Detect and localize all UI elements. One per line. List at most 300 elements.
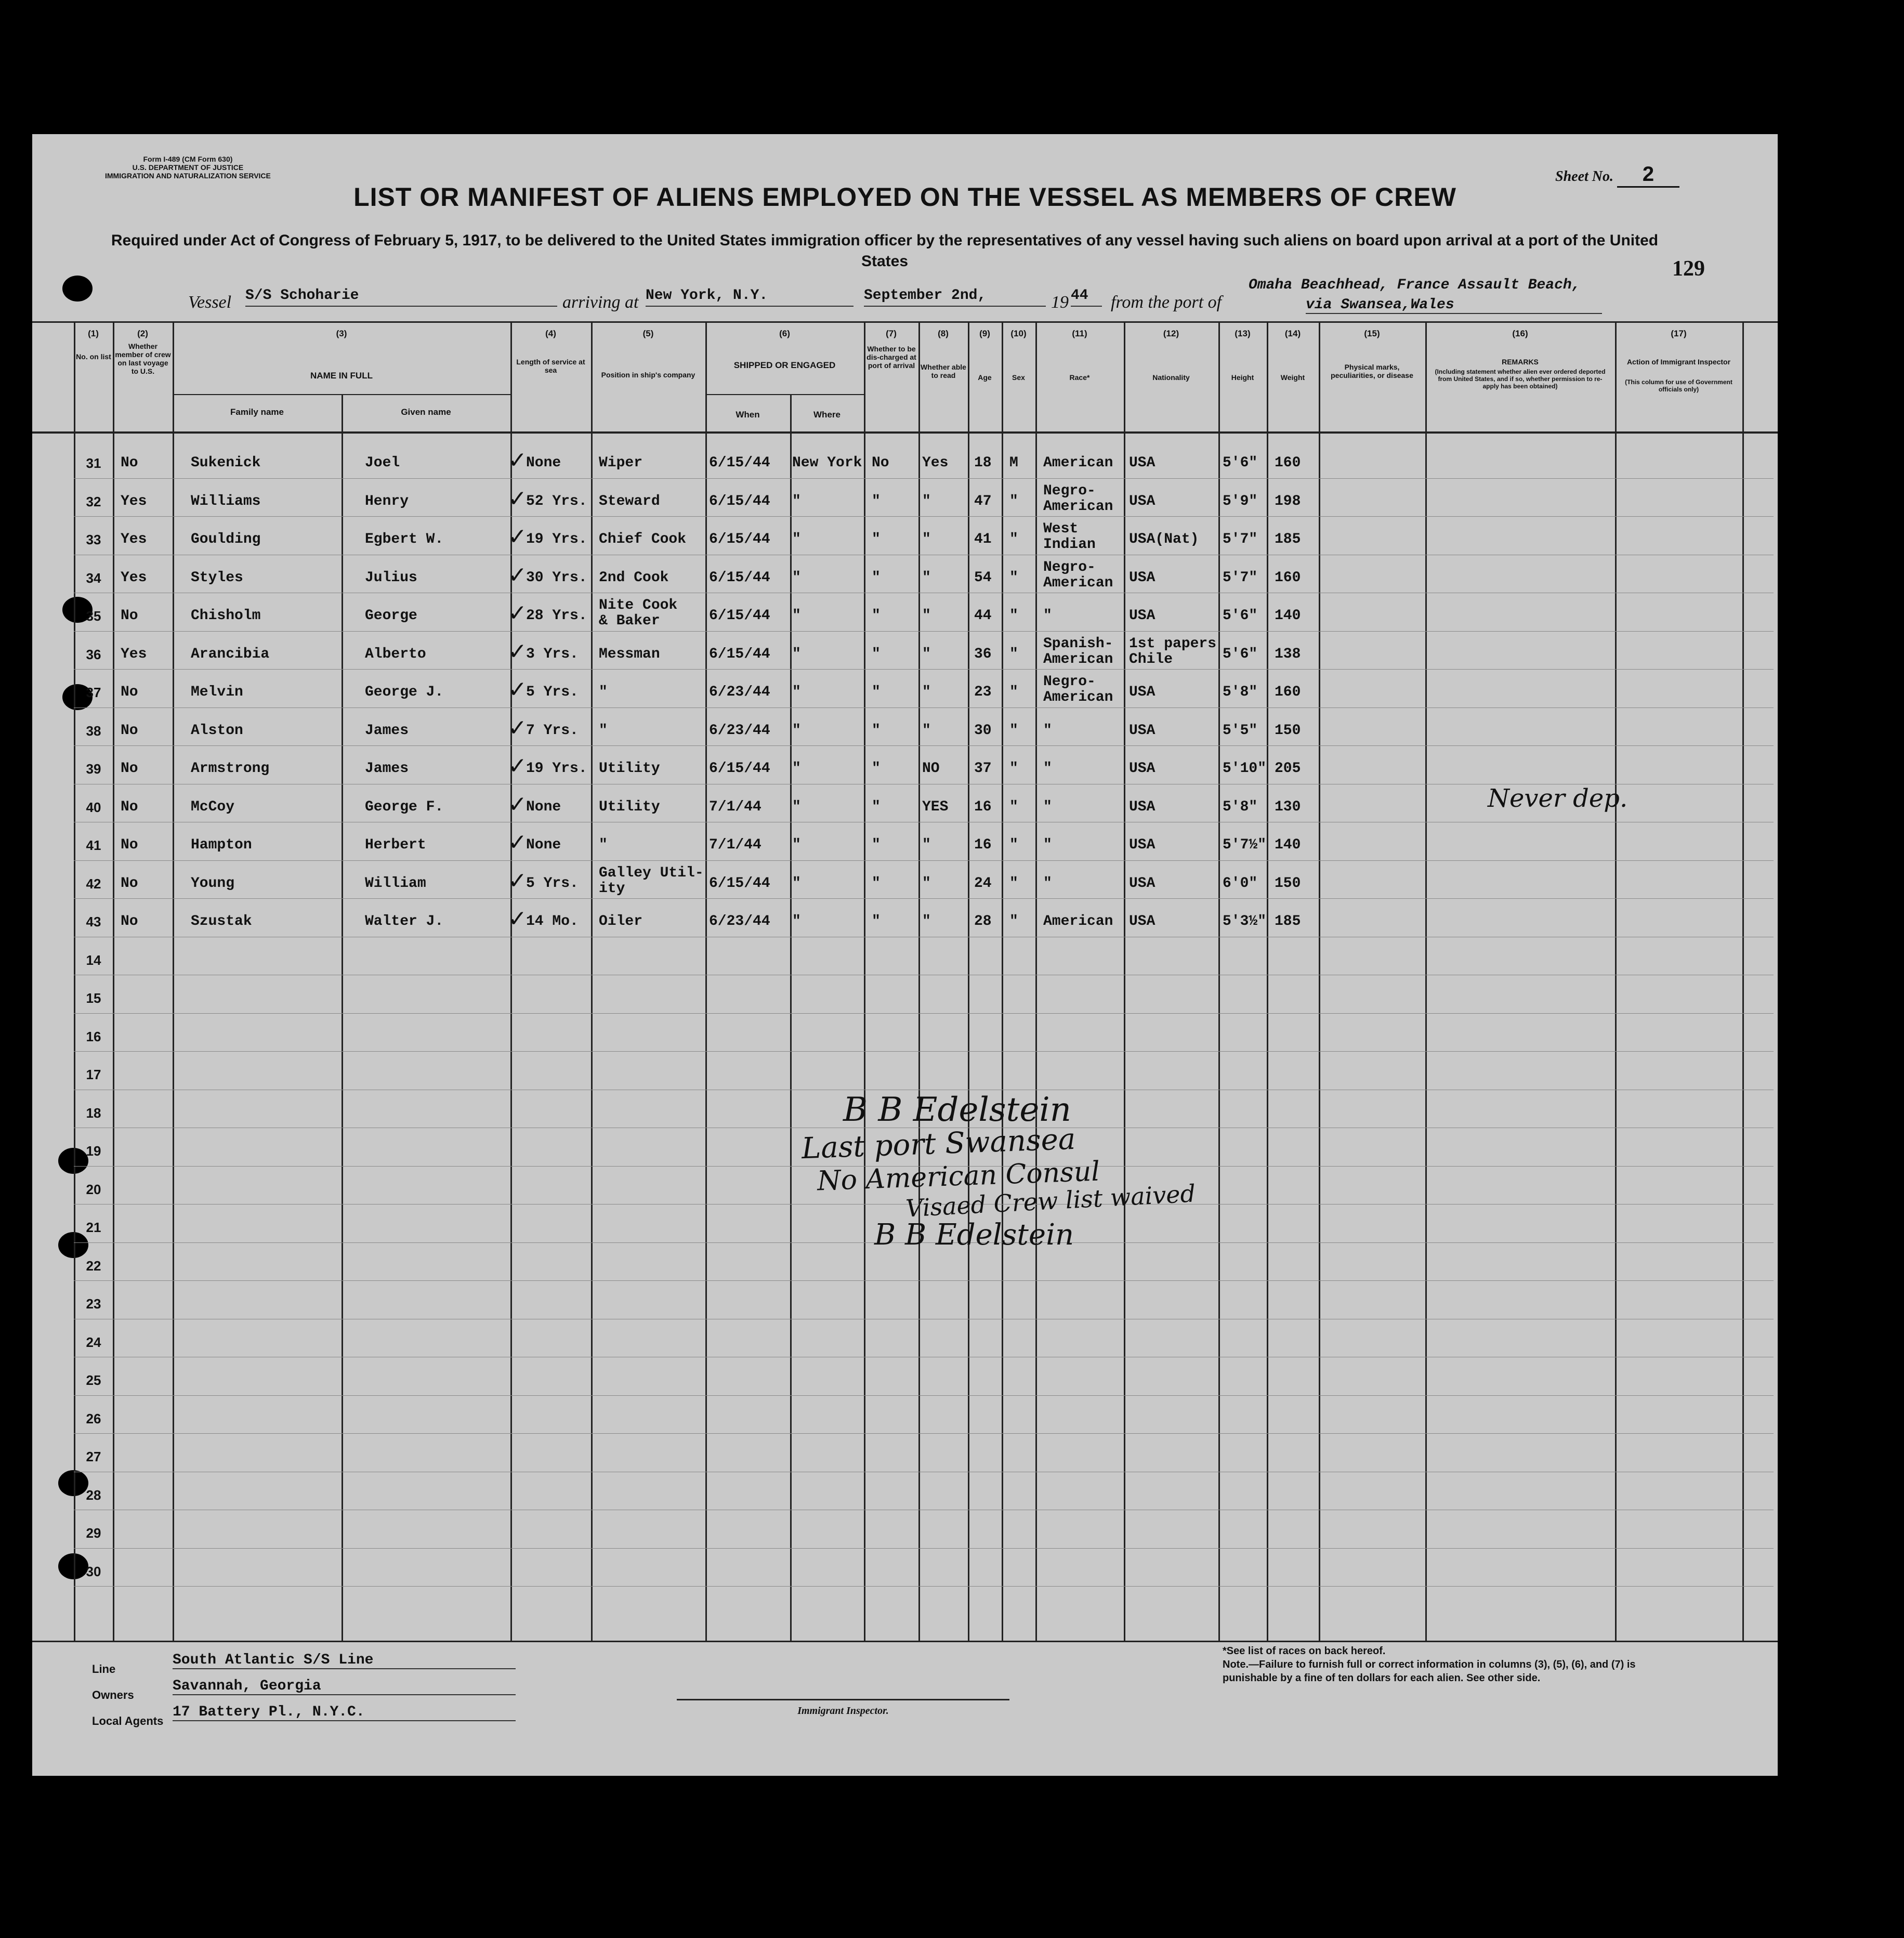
- handwritten-signature: B B Edelstein: [843, 1091, 1071, 1129]
- note-penalty: Note.—Failure to furnish full or correct information in columns (3), (5), (6), and (7) is punishable by a fine of ten dollars for each alien. See other side.: [1223, 1659, 1636, 1684]
- column-number: (4): [545, 329, 556, 338]
- cell-prev: No: [121, 684, 138, 700]
- header-position: Position in ship's company: [601, 371, 695, 379]
- row-number: 41: [86, 837, 101, 853]
- cell-sex: ": [1009, 646, 1018, 662]
- handwritten-signature-2: B B Edelstein: [874, 1218, 1074, 1252]
- cell-weight: 160: [1275, 569, 1301, 586]
- cell-when: 6/23/44: [709, 684, 770, 700]
- footer-line-label: Line: [92, 1662, 116, 1675]
- cell-when: 6/15/44: [709, 531, 770, 547]
- checkmark-icon: ✓: [508, 600, 527, 626]
- cell-where: ": [792, 722, 801, 739]
- header-physical-marks: Physical marks, peculiarities, or disease: [1331, 363, 1413, 379]
- footer-note: [1223, 1644, 1690, 1685]
- vessel-label: Vessel: [188, 293, 232, 312]
- row-number: 25: [86, 1372, 101, 1388]
- cell-age: 16: [974, 798, 992, 815]
- col-divider: [591, 321, 593, 1642]
- row-number: 32: [86, 493, 101, 509]
- manifest-sheet: [32, 134, 1778, 1776]
- cell-given-name: George: [365, 608, 417, 624]
- cell-able-read: ": [922, 493, 931, 509]
- form-identifier: Form I-489 (CM Form 630) U.S. DEPARTMENT OF JUSTICE IMMIGRATION AND NATURALIZATION SERVICE: [105, 155, 271, 180]
- cell-when: 6/15/44: [709, 493, 770, 509]
- cell-able-read: ": [922, 913, 931, 929]
- cell-discharged: ": [872, 646, 881, 662]
- checkmark-icon: ✓: [508, 829, 527, 856]
- cell-weight: 198: [1275, 493, 1301, 509]
- cell-nationality: USA(Nat): [1129, 531, 1199, 547]
- from-label: from the port of: [1111, 293, 1222, 312]
- header-action-note: (This column for use of Government officials only): [1625, 378, 1732, 393]
- cell-where: ": [792, 798, 801, 815]
- cell-age: 18: [974, 455, 992, 471]
- cell-height: 5'6": [1223, 646, 1258, 662]
- cell-age: 54: [974, 569, 992, 586]
- header-discharged: Whether to be dis-charged at port of arrival: [866, 345, 916, 370]
- col-divider: [1319, 321, 1320, 1642]
- cell-family-name: Hampton: [191, 837, 252, 853]
- row-guide-line: [74, 1586, 1774, 1587]
- cell-where: ": [792, 646, 801, 662]
- cell-when: 6/23/44: [709, 722, 770, 739]
- col-divider: [1002, 321, 1003, 1642]
- handwritten-note-consul: No American Consul: [817, 1156, 1100, 1197]
- header-remarks: REMARKS: [1502, 358, 1539, 366]
- row-number: 14: [86, 952, 101, 968]
- cell-family-name: Williams: [191, 493, 261, 509]
- cell-length-service: 3 Yrs.: [526, 646, 579, 662]
- column-number: (1): [88, 329, 99, 338]
- cell-prev: No: [121, 455, 138, 471]
- cell-prev: No: [121, 722, 138, 739]
- row-number: 28: [86, 1487, 101, 1503]
- cell-able-read: ": [922, 684, 931, 700]
- cell-where: ": [792, 837, 801, 853]
- header-age: Age: [978, 373, 992, 382]
- cell-race: West Indian: [1043, 521, 1096, 553]
- column-number: (13): [1235, 329, 1251, 338]
- checkmark-icon: ✓: [508, 906, 527, 932]
- cell-where: ": [792, 913, 801, 929]
- column-number: (2): [137, 329, 148, 338]
- cell-weight: 185: [1275, 531, 1301, 547]
- header-action-inspector: Action of Immigrant Inspector: [1626, 358, 1731, 366]
- row-number: 22: [86, 1258, 101, 1274]
- cell-able-read: NO: [922, 761, 940, 777]
- cell-sex: ": [1009, 913, 1018, 929]
- cell-able-read: ": [922, 875, 931, 892]
- cell-weight: 160: [1275, 684, 1301, 700]
- header-given-name: Given name: [401, 407, 451, 417]
- cell-nationality: USA: [1129, 761, 1155, 777]
- cell-position: Steward: [599, 493, 660, 509]
- col-divider: [173, 321, 174, 1642]
- cell-height: 5'8": [1223, 798, 1258, 815]
- cell-family-name: Styles: [191, 569, 243, 586]
- footer-agents-value: 17 Battery Pl., N.Y.C.: [173, 1704, 516, 1721]
- cell-weight: 130: [1275, 798, 1301, 815]
- col-divider: [1267, 321, 1268, 1642]
- cell-discharged: ": [872, 913, 881, 929]
- cell-height: 5'6": [1223, 608, 1258, 624]
- cell-where: ": [792, 531, 801, 547]
- cell-able-read: YES: [922, 798, 949, 815]
- cell-given-name: George F.: [365, 798, 444, 815]
- row-number: 17: [86, 1067, 101, 1082]
- cell-family-name: Arancibia: [191, 646, 270, 662]
- row-guide-line: [74, 898, 1774, 899]
- crew-table: [32, 321, 1778, 1642]
- cell-length-service: 28 Yrs.: [526, 608, 587, 624]
- cell-sex: ": [1009, 837, 1018, 853]
- cell-height: 5'6": [1223, 455, 1258, 471]
- cell-prev: No: [121, 798, 138, 815]
- cell-race: ": [1043, 798, 1052, 815]
- cell-length-service: 5 Yrs.: [526, 875, 579, 892]
- checkmark-icon: ✓: [508, 676, 527, 703]
- col-divider: [968, 321, 969, 1642]
- cell-length-service: 19 Yrs.: [526, 761, 587, 777]
- cell-family-name: Alston: [191, 722, 243, 739]
- cell-discharged: ": [872, 875, 881, 892]
- cell-age: 36: [974, 646, 992, 662]
- row-guide-line: [74, 478, 1774, 479]
- cell-length-service: None: [526, 837, 561, 853]
- row-number: 42: [86, 875, 101, 892]
- checkmark-icon: ✓: [508, 753, 527, 779]
- cell-position: Nite Cook & Baker: [599, 597, 678, 629]
- arrival-date: September 2nd,: [864, 287, 1046, 307]
- column-number: (14): [1284, 329, 1301, 338]
- col-divider: [1615, 321, 1617, 1642]
- cell-weight: 160: [1275, 455, 1301, 471]
- checkmark-icon: ✓: [508, 447, 527, 474]
- header-height: Height: [1231, 373, 1254, 382]
- cell-given-name: James: [365, 722, 409, 739]
- cell-length-service: 52 Yrs.: [526, 493, 587, 509]
- cell-where: ": [792, 608, 801, 624]
- column-number: (7): [886, 329, 897, 338]
- cell-when: 7/1/44: [709, 837, 761, 853]
- cell-length-service: 30 Yrs.: [526, 569, 587, 586]
- cell-able-read: ": [922, 722, 931, 739]
- cell-sex: ": [1009, 569, 1018, 586]
- row-guide-line: [74, 860, 1774, 861]
- cell-height: 5'7½": [1223, 837, 1267, 853]
- row-number: 31: [86, 455, 101, 471]
- cell-nationality: USA: [1129, 837, 1155, 853]
- cell-position: Galley Util- ity: [599, 865, 704, 897]
- col-divider: [113, 321, 114, 1642]
- cell-age: 24: [974, 875, 992, 892]
- vessel-name: S/S Schoharie: [245, 287, 557, 307]
- year-prefix: 19: [1051, 293, 1069, 312]
- cell-discharged: ": [872, 493, 881, 509]
- cell-height: 5'3½": [1223, 913, 1267, 929]
- cell-given-name: Julius: [365, 569, 417, 586]
- cell-given-name: Walter J.: [365, 913, 444, 929]
- cell-able-read: ": [922, 837, 931, 853]
- cell-race: ": [1043, 761, 1052, 777]
- cell-discharged: ": [872, 531, 881, 547]
- cell-where: ": [792, 761, 801, 777]
- cell-race: ": [1043, 837, 1052, 853]
- cell-given-name: James: [365, 761, 409, 777]
- row-number: 29: [86, 1525, 101, 1541]
- cell-weight: 140: [1275, 608, 1301, 624]
- cell-sex: ": [1009, 722, 1018, 739]
- cell-age: 16: [974, 837, 992, 853]
- row-guide-line: [74, 1013, 1774, 1014]
- cell-discharged: ": [872, 608, 881, 624]
- cell-family-name: Melvin: [191, 684, 243, 700]
- cell-sex: ": [1009, 684, 1018, 700]
- shipped-subheader-line: [705, 394, 864, 395]
- cell-family-name: Chisholm: [191, 608, 261, 624]
- row-number: 18: [86, 1105, 101, 1121]
- col-divider: [1218, 321, 1220, 1642]
- cell-race: ": [1043, 722, 1052, 739]
- header-member-last-voyage: Whether member of crew on last voyage to U.S.: [115, 342, 171, 375]
- cell-race: Negro- American: [1043, 674, 1113, 705]
- arrival-year: 44: [1071, 287, 1102, 307]
- cell-nationality: USA: [1129, 722, 1155, 739]
- cell-able-read: Yes: [922, 455, 949, 471]
- column-number: (15): [1364, 329, 1380, 338]
- cell-weight: 140: [1275, 837, 1301, 853]
- header-sex: Sex: [1012, 373, 1025, 382]
- inspector-signature-line: [677, 1699, 1009, 1700]
- voyage-line: [32, 277, 1778, 324]
- column-number: (8): [938, 329, 949, 338]
- row-number: 30: [86, 1563, 101, 1579]
- footer-owners-label: Owners: [92, 1688, 134, 1701]
- cell-able-read: ": [922, 531, 931, 547]
- row-guide-line: [74, 631, 1774, 632]
- row-number: 36: [86, 646, 101, 662]
- cell-prev: No: [121, 608, 138, 624]
- footer-owners-value: Savannah, Georgia: [173, 1678, 516, 1695]
- cell-able-read: ": [922, 608, 931, 624]
- cell-given-name: Henry: [365, 493, 409, 509]
- cell-discharged: ": [872, 684, 881, 700]
- departure-port-line2: via Swansea,Wales: [1306, 297, 1602, 314]
- arriving-label: arriving at: [562, 293, 639, 312]
- cell-weight: 205: [1275, 761, 1301, 777]
- cell-sex: ": [1009, 798, 1018, 815]
- header-shipped-engaged: SHIPPED OR ENGAGED: [733, 360, 836, 370]
- cell-weight: 150: [1275, 722, 1301, 739]
- cell-weight: 138: [1275, 646, 1301, 662]
- cell-prev: No: [121, 875, 138, 892]
- cell-discharged: No: [872, 455, 889, 471]
- header-race: Race*: [1069, 373, 1090, 382]
- cell-sex: M: [1009, 455, 1018, 471]
- cell-length-service: None: [526, 798, 561, 815]
- col-divider: [342, 394, 343, 1642]
- cell-family-name: Sukenick: [191, 455, 261, 471]
- header-nationality: Nationality: [1152, 373, 1190, 382]
- row-guide-line: [74, 669, 1774, 670]
- row-number: 37: [86, 685, 101, 700]
- header-remarks-note: (Including statement whether alien ever ordered deported from United States, and if so, whether permission to re-apply has been obtained): [1435, 368, 1606, 390]
- header-name-in-full: NAME IN FULL: [310, 371, 373, 381]
- row-guide-line: [74, 1051, 1774, 1052]
- column-number: (5): [642, 329, 654, 338]
- col-divider: [1425, 321, 1427, 1642]
- cell-given-name: Egbert W.: [365, 531, 444, 547]
- cell-age: 28: [974, 913, 992, 929]
- row-guide-line: [74, 1548, 1774, 1549]
- row-number: 39: [86, 761, 101, 777]
- cell-prev: Yes: [121, 531, 147, 547]
- handwritten-note-last-port: Last port Swansea: [801, 1122, 1076, 1166]
- cell-prev: Yes: [121, 646, 147, 662]
- cell-race: Negro- American: [1043, 559, 1113, 591]
- row-number: 33: [86, 532, 101, 547]
- cell-position: Oiler: [599, 913, 643, 929]
- header-able-read: Whether able to read: [921, 363, 966, 379]
- cell-height: 5'9": [1223, 493, 1258, 509]
- cell-age: 44: [974, 608, 992, 624]
- table-top-border: [32, 321, 1778, 323]
- cell-position: ": [599, 684, 608, 700]
- cell-weight: 150: [1275, 875, 1301, 892]
- header-bottom-border: [32, 431, 1778, 434]
- cell-when: 6/15/44: [709, 608, 770, 624]
- col-divider: [790, 394, 792, 1642]
- header-where: Where: [813, 410, 841, 420]
- cell-race: ": [1043, 875, 1052, 892]
- footer-line-value: South Atlantic S/S Line: [173, 1652, 516, 1669]
- row-number: 15: [86, 990, 101, 1006]
- cell-race: Spanish- American: [1043, 635, 1113, 667]
- row-number: 20: [86, 1181, 101, 1197]
- column-number: (3): [336, 329, 347, 338]
- cell-discharged: ": [872, 569, 881, 586]
- column-number: (17): [1671, 329, 1687, 338]
- cell-discharged: ": [872, 837, 881, 853]
- checkmark-icon: ✓: [508, 561, 527, 588]
- cell-discharged: ": [872, 798, 881, 815]
- cell-given-name: Joel: [365, 455, 400, 471]
- cell-nationality: USA: [1129, 455, 1155, 471]
- cell-able-read: ": [922, 569, 931, 586]
- cell-given-name: George J.: [365, 684, 444, 700]
- row-guide-line: [74, 1395, 1774, 1396]
- cell-when: 6/15/44: [709, 646, 770, 662]
- cell-when: 6/15/44: [709, 569, 770, 586]
- cell-when: 6/15/44: [709, 761, 770, 777]
- row-number: 34: [86, 570, 101, 586]
- cell-discharged: ": [872, 722, 881, 739]
- cell-given-name: Alberto: [365, 646, 426, 662]
- cell-prev: Yes: [121, 493, 147, 509]
- cell-where: New York: [792, 455, 862, 471]
- cell-family-name: Szustak: [191, 913, 252, 929]
- table-bottom-border: [32, 1641, 1778, 1642]
- footer-agents-label: Local Agents: [92, 1714, 164, 1727]
- row-number: 16: [86, 1028, 101, 1044]
- header-weight: Weight: [1280, 373, 1305, 382]
- checkmark-icon: ✓: [508, 485, 527, 512]
- row-number: 23: [86, 1296, 101, 1312]
- cell-nationality: USA: [1129, 684, 1155, 700]
- cell-race: American: [1043, 913, 1113, 929]
- row-number: 35: [86, 608, 101, 624]
- cell-position: ": [599, 837, 608, 853]
- cell-position: Utility: [599, 798, 660, 815]
- cell-age: 47: [974, 493, 992, 509]
- cell-age: 37: [974, 761, 992, 777]
- name-subheader-line: [173, 394, 510, 395]
- cell-height: 5'7": [1223, 531, 1258, 547]
- cell-length-service: 5 Yrs.: [526, 684, 579, 700]
- cell-height: 5'8": [1223, 684, 1258, 700]
- column-number: (11): [1072, 329, 1087, 338]
- handwritten-note-waived: Visaed Crew list waived: [904, 1179, 1197, 1223]
- sheet-number: Sheet No. 2: [1555, 163, 1679, 188]
- cell-height: 6'0": [1223, 875, 1258, 892]
- column-number: (16): [1512, 329, 1528, 338]
- row-number: 24: [86, 1334, 101, 1350]
- col-divider: [1035, 321, 1037, 1642]
- cell-prev: No: [121, 837, 138, 853]
- row-number: 38: [86, 723, 101, 739]
- cell-sex: ": [1009, 761, 1018, 777]
- cell-position: Messman: [599, 646, 660, 662]
- cell-nationality: USA: [1129, 875, 1155, 892]
- cell-position: Utility: [599, 761, 660, 777]
- checkmark-icon: ✓: [508, 523, 527, 550]
- cell-height: 5'10": [1223, 761, 1267, 777]
- cell-nationality: 1st papers Chile: [1129, 635, 1217, 667]
- header-length-service: Length of service at sea: [516, 358, 585, 374]
- cell-where: ": [792, 684, 801, 700]
- cell-discharged: ": [872, 761, 881, 777]
- cell-length-service: 19 Yrs.: [526, 531, 587, 547]
- cell-race: ": [1043, 608, 1052, 624]
- row-number: 26: [86, 1410, 101, 1426]
- cell-sex: ": [1009, 531, 1018, 547]
- col-divider: [74, 321, 75, 1642]
- cell-prev: Yes: [121, 569, 147, 586]
- column-number: (6): [779, 329, 790, 338]
- col-divider: [1742, 321, 1744, 1642]
- cell-prev: No: [121, 761, 138, 777]
- cell-where: ": [792, 569, 801, 586]
- col-divider: [864, 321, 865, 1642]
- arriving-port: New York, N.Y.: [646, 287, 853, 307]
- header-family-name: Family name: [230, 407, 284, 417]
- checkmark-icon: ✓: [508, 867, 527, 894]
- cell-prev: No: [121, 913, 138, 929]
- cell-race: Negro- American: [1043, 482, 1113, 515]
- cell-weight: 185: [1275, 913, 1301, 929]
- checkmark-icon: ✓: [508, 638, 527, 665]
- col-divider: [918, 321, 920, 1642]
- cell-length-service: None: [526, 455, 561, 471]
- checkmark-icon: ✓: [508, 714, 527, 741]
- cell-race: American: [1043, 455, 1113, 471]
- column-number: (10): [1010, 329, 1027, 338]
- cell-nationality: USA: [1129, 798, 1155, 815]
- cell-sex: ": [1009, 493, 1018, 509]
- note-races: *See list of races on back hereof.: [1223, 1645, 1386, 1657]
- row-guide-line: [74, 516, 1774, 517]
